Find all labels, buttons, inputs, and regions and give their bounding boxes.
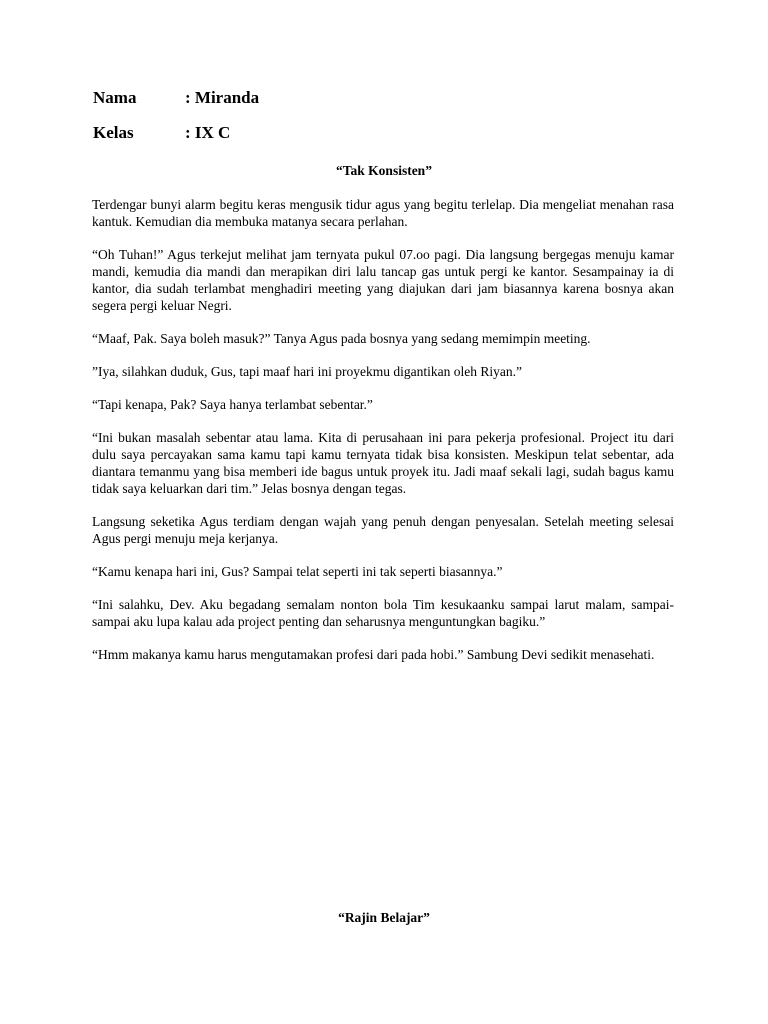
story-title: “Tak Konsisten” bbox=[336, 163, 432, 178]
student-class-row bbox=[93, 123, 230, 143]
name-label: Nama bbox=[93, 88, 137, 107]
name-value: : Miranda bbox=[185, 88, 260, 107]
paragraph: “Kamu kenapa hari ini, Gus? Sampai telat seperti ini tak seperti biasannya.” bbox=[92, 564, 503, 579]
story-body bbox=[92, 196, 674, 679]
paragraph: Langsung seketika Agus terdiam dengan wajah yang penuh dengan penyesalan. Setelah meeting selesai Agus pergi menuju meja kerjanya. bbox=[92, 514, 674, 546]
paragraph: “Tapi kenapa, Pak? Saya hanya terlambat sebentar.” bbox=[92, 397, 373, 412]
paragraph: ”Iya, silahkan duduk, Gus, tapi maaf hari ini proyekmu digantikan oleh Riyan.” bbox=[92, 364, 523, 379]
paragraph: Terdengar bunyi alarm begitu keras mengusik tidur agus yang begitu terlelap. Dia mengeliat menahan rasa kantuk. Kemudian dia membuka matanya secara perlahan. bbox=[92, 197, 674, 229]
next-story-title: “Rajin Belajar” bbox=[338, 910, 430, 925]
paragraph: “Hmm makanya kamu harus mengutamakan profesi dari pada hobi.” Sambung Devi sedikit menasehati. bbox=[92, 647, 655, 662]
paragraph: “Ini bukan masalah sebentar atau lama. Kita di perusahaan ini para pekerja profesional. Project itu dari dulu saya percayakan sama kamu tapi kamu ternyata tidak bisa konsisten. Meskipun telat sebentar, ada diantara temanmu yang bisa memberi ide bagus untuk proyek itu. Jadi maaf sekali lagi, sudah bagus kamu tidak saya keluarkan dari tim.” Jelas bosnya dengan tegas. bbox=[92, 430, 674, 496]
class-value: : IX C bbox=[185, 123, 231, 142]
paragraph: “Maaf, Pak. Saya boleh masuk?” Tanya Agus pada bosnya yang sedang memimpin meeting. bbox=[92, 331, 591, 346]
paragraph: “Ini salahku, Dev. Aku begadang semalam nonton bola Tim kesukaanku sampai larut malam, sampai-sampai aku lupa kalau ada project penting dan seharusnya menguntungkan bagiku.” bbox=[92, 597, 674, 629]
class-label: Kelas bbox=[93, 123, 134, 142]
student-name-row bbox=[93, 88, 259, 108]
paragraph: “Oh Tuhan!” Agus terkejut melihat jam ternyata pukul 07.oo pagi. Dia langsung bergegas menuju kamar mandi, kemudia dia mandi dan merapikan diri lalu tancap gas untuk pergi ke kantor. Sesampainay ia di kantor, dia sudah terlambat menghadiri meeting yang diajukan dari jam biasannya karena bosnya akan segera pergi keluar Negri. bbox=[92, 247, 674, 313]
